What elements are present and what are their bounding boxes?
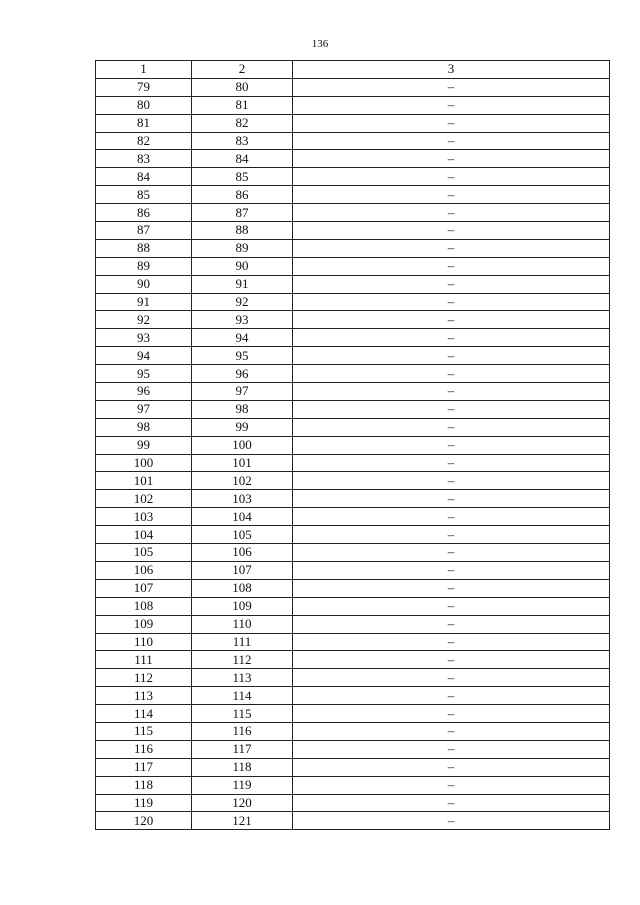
table-row — [96, 740, 610, 758]
table-cell-col-3: – — [293, 776, 610, 794]
table-cell-col-3: – — [293, 257, 610, 275]
table-cell-col-2: 93 — [192, 311, 293, 329]
table-row — [96, 776, 610, 794]
table-row — [96, 293, 610, 311]
table-cell-col-3: – — [293, 579, 610, 597]
table-row — [96, 168, 610, 186]
table-row — [96, 579, 610, 597]
table-cell-col-2: 95 — [192, 347, 293, 365]
table-cell-col-2: 101 — [192, 454, 293, 472]
table-cell-col-2: 121 — [192, 812, 293, 830]
table-cell-col-2: 96 — [192, 365, 293, 383]
table-cell-col-3: – — [293, 758, 610, 776]
table-row — [96, 508, 610, 526]
table-row — [96, 722, 610, 740]
table-cell-col-3: – — [293, 597, 610, 615]
table-cell-col-3: – — [293, 186, 610, 204]
table-cell-col-2: 100 — [192, 436, 293, 454]
table-cell-col-1: 96 — [96, 383, 192, 401]
table-row — [96, 186, 610, 204]
table-cell-col-3: – — [293, 794, 610, 812]
table-cell-col-3: – — [293, 418, 610, 436]
table-cell-col-3: – — [293, 329, 610, 347]
table-cell-col-2: 91 — [192, 275, 293, 293]
table-cell-col-1: 102 — [96, 490, 192, 508]
table-cell-col-1: 89 — [96, 257, 192, 275]
table-header — [96, 61, 610, 79]
table-cell-col-3: – — [293, 78, 610, 96]
table-cell-col-3: – — [293, 705, 610, 723]
table-cell-col-2: 108 — [192, 579, 293, 597]
table-row — [96, 669, 610, 687]
table-cell-col-1: 101 — [96, 472, 192, 490]
table-cell-col-3: – — [293, 204, 610, 222]
table-cell-col-2: 97 — [192, 383, 293, 401]
table-cell-col-3: – — [293, 687, 610, 705]
table-cell-col-3: – — [293, 96, 610, 114]
table-cell-col-2: 80 — [192, 78, 293, 96]
table-cell-col-1: 103 — [96, 508, 192, 526]
table-row — [96, 239, 610, 257]
table-cell-col-1: 110 — [96, 633, 192, 651]
table-row — [96, 472, 610, 490]
table-cell-col-1: 82 — [96, 132, 192, 150]
table-cell-col-1: 120 — [96, 812, 192, 830]
table-cell-col-2: 87 — [192, 204, 293, 222]
table-cell-col-2: 90 — [192, 257, 293, 275]
table-cell-col-3: – — [293, 365, 610, 383]
table-cell-col-1: 113 — [96, 687, 192, 705]
table-row — [96, 132, 610, 150]
table-row — [96, 526, 610, 544]
table-cell-col-1: 95 — [96, 365, 192, 383]
table-cell-col-2: 85 — [192, 168, 293, 186]
table-cell-col-1: 86 — [96, 204, 192, 222]
table-cell-col-3: – — [293, 490, 610, 508]
table-cell-col-2: 112 — [192, 651, 293, 669]
page-number: 136 — [311, 38, 329, 50]
table-row — [96, 561, 610, 579]
column-header-1: 1 — [96, 61, 192, 79]
table-cell-col-3: – — [293, 168, 610, 186]
table-cell-col-1: 81 — [96, 114, 192, 132]
table-cell-col-3: – — [293, 114, 610, 132]
table-row — [96, 490, 610, 508]
table-cell-col-2: 99 — [192, 418, 293, 436]
table-row — [96, 454, 610, 472]
table-row — [96, 347, 610, 365]
header-row — [96, 61, 610, 79]
table-cell-col-1: 111 — [96, 651, 192, 669]
column-header-3: 3 — [293, 61, 610, 79]
table-cell-col-2: 98 — [192, 400, 293, 418]
table-cell-col-3: – — [293, 132, 610, 150]
table-cell-col-3: – — [293, 472, 610, 490]
table-cell-col-2: 106 — [192, 544, 293, 562]
table-cell-col-3: – — [293, 812, 610, 830]
table-cell-col-1: 100 — [96, 454, 192, 472]
table-cell-col-3: – — [293, 526, 610, 544]
table-cell-col-2: 113 — [192, 669, 293, 687]
table-row — [96, 222, 610, 240]
table-cell-col-3: – — [293, 508, 610, 526]
table-cell-col-2: 89 — [192, 239, 293, 257]
table-cell-col-2: 114 — [192, 687, 293, 705]
table-cell-col-1: 108 — [96, 597, 192, 615]
table-cell-col-3: – — [293, 651, 610, 669]
table-cell-col-3: – — [293, 150, 610, 168]
table-row — [96, 597, 610, 615]
table-cell-col-1: 80 — [96, 96, 192, 114]
table-cell-col-3: – — [293, 561, 610, 579]
table-cell-col-2: 119 — [192, 776, 293, 794]
table-cell-col-3: – — [293, 347, 610, 365]
table-cell-col-1: 85 — [96, 186, 192, 204]
table-cell-col-2: 92 — [192, 293, 293, 311]
table-row — [96, 275, 610, 293]
column-header-2: 2 — [192, 61, 293, 79]
table-cell-col-3: – — [293, 383, 610, 401]
table-cell-col-2: 88 — [192, 222, 293, 240]
table-cell-col-1: 84 — [96, 168, 192, 186]
table-cell-col-1: 92 — [96, 311, 192, 329]
data-table — [95, 60, 610, 830]
table-cell-col-1: 112 — [96, 669, 192, 687]
table-cell-col-1: 105 — [96, 544, 192, 562]
table-cell-col-1: 91 — [96, 293, 192, 311]
table-cell-col-2: 120 — [192, 794, 293, 812]
table-cell-col-1: 117 — [96, 758, 192, 776]
table-row — [96, 78, 610, 96]
table-cell-col-3: – — [293, 293, 610, 311]
table-cell-col-1: 115 — [96, 722, 192, 740]
table-cell-col-3: – — [293, 740, 610, 758]
table-cell-col-2: 107 — [192, 561, 293, 579]
table-cell-col-1: 114 — [96, 705, 192, 723]
table-cell-col-3: – — [293, 454, 610, 472]
table-row — [96, 544, 610, 562]
table-row — [96, 311, 610, 329]
table-row — [96, 705, 610, 723]
table-cell-col-2: 116 — [192, 722, 293, 740]
table-row — [96, 687, 610, 705]
table-cell-col-2: 102 — [192, 472, 293, 490]
table-cell-col-1: 90 — [96, 275, 192, 293]
table-row — [96, 812, 610, 830]
table-cell-col-1: 88 — [96, 239, 192, 257]
table-body — [96, 78, 610, 829]
table-cell-col-1: 94 — [96, 347, 192, 365]
table-row — [96, 758, 610, 776]
table-cell-col-2: 94 — [192, 329, 293, 347]
table-row — [96, 96, 610, 114]
table-cell-col-2: 105 — [192, 526, 293, 544]
table-cell-col-2: 83 — [192, 132, 293, 150]
table-cell-col-1: 106 — [96, 561, 192, 579]
table-cell-col-1: 104 — [96, 526, 192, 544]
table-cell-col-2: 111 — [192, 633, 293, 651]
table-cell-col-1: 83 — [96, 150, 192, 168]
table-cell-col-2: 86 — [192, 186, 293, 204]
table-row — [96, 150, 610, 168]
table-cell-col-3: – — [293, 722, 610, 740]
table-row — [96, 794, 610, 812]
table-cell-col-3: – — [293, 311, 610, 329]
table-cell-col-2: 115 — [192, 705, 293, 723]
table-cell-col-1: 87 — [96, 222, 192, 240]
table-cell-col-1: 97 — [96, 400, 192, 418]
table-cell-col-2: 117 — [192, 740, 293, 758]
table-cell-col-3: – — [293, 239, 610, 257]
table-cell-col-3: – — [293, 633, 610, 651]
table-cell-col-1: 107 — [96, 579, 192, 597]
table-cell-col-1: 118 — [96, 776, 192, 794]
table-cell-col-3: – — [293, 275, 610, 293]
table-cell-col-3: – — [293, 436, 610, 454]
table-cell-col-3: – — [293, 669, 610, 687]
table-cell-col-2: 84 — [192, 150, 293, 168]
table-cell-col-2: 118 — [192, 758, 293, 776]
table-cell-col-1: 93 — [96, 329, 192, 347]
table-cell-col-2: 110 — [192, 615, 293, 633]
table-row — [96, 204, 610, 222]
table-row — [96, 436, 610, 454]
table-row — [96, 633, 610, 651]
table-row — [96, 418, 610, 436]
table-row — [96, 400, 610, 418]
table-cell-col-1: 99 — [96, 436, 192, 454]
table-row — [96, 114, 610, 132]
table-cell-col-3: – — [293, 400, 610, 418]
table-cell-col-3: – — [293, 544, 610, 562]
table-row — [96, 651, 610, 669]
table-cell-col-1: 109 — [96, 615, 192, 633]
table-cell-col-2: 109 — [192, 597, 293, 615]
table-cell-col-1: 98 — [96, 418, 192, 436]
table-cell-col-3: – — [293, 222, 610, 240]
table-cell-col-1: 79 — [96, 78, 192, 96]
table-cell-col-1: 119 — [96, 794, 192, 812]
table-cell-col-2: 103 — [192, 490, 293, 508]
table-row — [96, 257, 610, 275]
table-cell-col-2: 82 — [192, 114, 293, 132]
table-row — [96, 615, 610, 633]
table-cell-col-1: 116 — [96, 740, 192, 758]
table-row — [96, 383, 610, 401]
table-cell-col-3: – — [293, 615, 610, 633]
table-row — [96, 365, 610, 383]
table-cell-col-2: 81 — [192, 96, 293, 114]
table-row — [96, 329, 610, 347]
table-cell-col-2: 104 — [192, 508, 293, 526]
